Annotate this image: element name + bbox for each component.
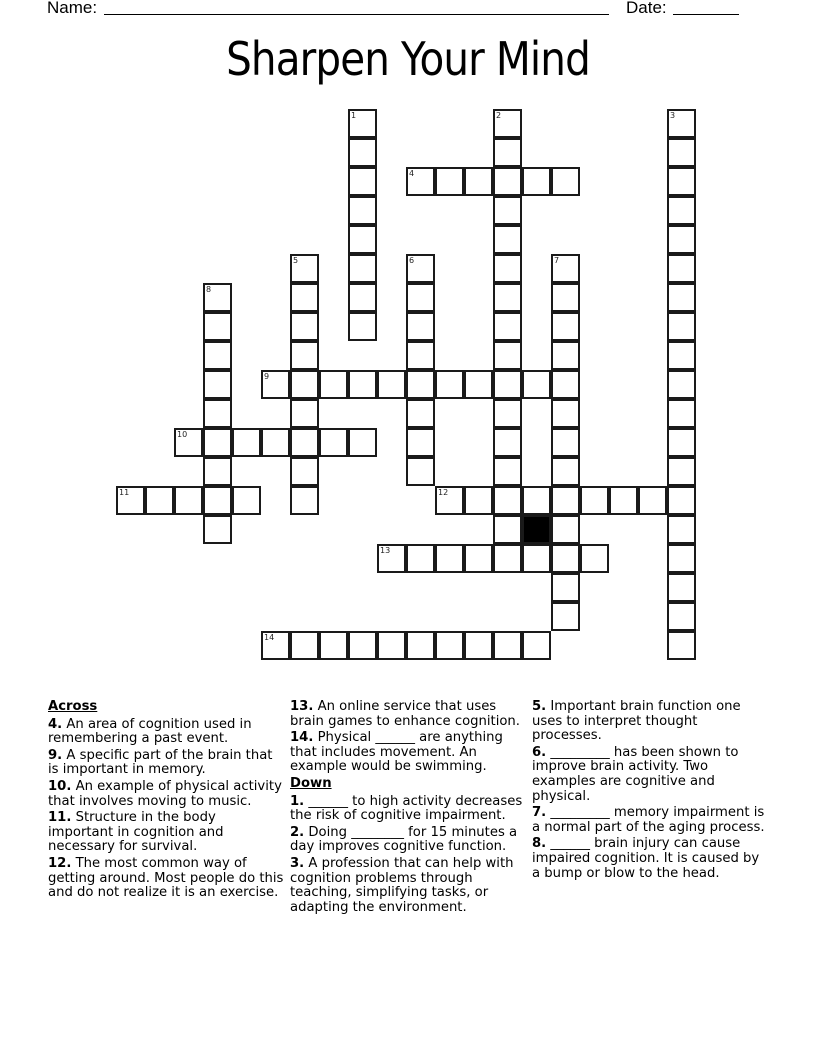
clue-text: ______ brain injury can cause impaired cognition. It is caused by a bump or blow to the head. xyxy=(532,836,760,881)
grid-cell[interactable] xyxy=(551,544,580,573)
grid-cell[interactable] xyxy=(348,225,377,254)
clue-text: Physical ______ are anything that includes movement. An example would be swimming. xyxy=(290,730,503,775)
grid-cell[interactable] xyxy=(667,573,696,602)
grid-cell[interactable] xyxy=(667,225,696,254)
grid-cell[interactable] xyxy=(290,341,319,370)
grid-cell[interactable] xyxy=(261,631,290,660)
grid-cell[interactable] xyxy=(261,370,290,399)
grid-cell[interactable] xyxy=(435,370,464,399)
grid-cell[interactable] xyxy=(203,428,232,457)
grid-cell[interactable] xyxy=(290,486,319,515)
grid-cell[interactable] xyxy=(348,254,377,283)
clue-number: 7. xyxy=(532,805,547,821)
grid-cell[interactable] xyxy=(580,486,609,515)
grid-cell[interactable] xyxy=(406,457,435,486)
clue-down-1 xyxy=(290,795,530,824)
clue-number: 5. xyxy=(532,699,547,714)
clue-number: 9. xyxy=(48,747,63,763)
grid-cell[interactable] xyxy=(406,370,435,399)
grid-cell[interactable] xyxy=(377,370,406,399)
grid-cell[interactable] xyxy=(667,341,696,370)
grid-cell[interactable] xyxy=(667,428,696,457)
grid-cell[interactable] xyxy=(667,138,696,167)
clue-number-label: 2 xyxy=(496,111,502,120)
grid-cell[interactable] xyxy=(203,399,232,428)
grid-cell[interactable] xyxy=(522,486,551,515)
grid-cell[interactable] xyxy=(667,109,696,138)
grid-cell[interactable] xyxy=(290,428,319,457)
grid-cell[interactable] xyxy=(667,515,696,544)
grid-cell[interactable] xyxy=(551,428,580,457)
across-heading: Across xyxy=(48,699,98,714)
grid-cell[interactable] xyxy=(551,341,580,370)
clues-column-3 xyxy=(532,700,768,883)
grid-cell[interactable] xyxy=(406,312,435,341)
grid-cell[interactable] xyxy=(551,457,580,486)
grid-cell[interactable] xyxy=(348,631,377,660)
grid-cell[interactable] xyxy=(667,312,696,341)
clue-number-label: 11 xyxy=(119,488,130,497)
grid-cell[interactable] xyxy=(377,544,406,573)
grid-cell[interactable] xyxy=(406,254,435,283)
grid-cell[interactable] xyxy=(551,283,580,312)
grid-cell[interactable] xyxy=(348,109,377,138)
grid-cell[interactable] xyxy=(464,631,493,660)
grid-cell[interactable] xyxy=(348,138,377,167)
clues-column-2 xyxy=(290,700,530,917)
clue-number: 6. xyxy=(532,744,547,760)
clues-column-1 xyxy=(48,700,284,903)
grid-cell[interactable] xyxy=(435,486,464,515)
grid-cell[interactable] xyxy=(406,399,435,428)
grid-cell[interactable] xyxy=(667,196,696,225)
clue-number: 13. xyxy=(290,699,314,714)
clue-number-label: 7 xyxy=(554,256,560,265)
grid-cell[interactable] xyxy=(493,312,522,341)
grid-cell[interactable] xyxy=(551,515,580,544)
grid-cell[interactable] xyxy=(551,486,580,515)
grid-cell[interactable] xyxy=(609,486,638,515)
clue-across-9 xyxy=(48,749,284,778)
clue-text: The most common way of getting around. Most people do this and do not realize it is an exercise. xyxy=(48,855,284,901)
grid-cell[interactable] xyxy=(406,631,435,660)
grid-cell[interactable] xyxy=(522,631,551,660)
grid-cell[interactable] xyxy=(493,167,522,196)
grid-cell[interactable] xyxy=(174,486,203,515)
clue-number: 8. xyxy=(532,836,547,852)
clue-across-12 xyxy=(48,857,284,901)
grid-cell[interactable] xyxy=(290,254,319,283)
clue-number: 4. xyxy=(48,716,63,732)
clue-text: ______ to high activity decreases the risk of cognitive impairment. xyxy=(290,793,523,824)
grid-cell[interactable] xyxy=(348,312,377,341)
clue-text: Structure in the body important in cognition and necessary for survival. xyxy=(48,810,224,855)
clue-number: 2. xyxy=(290,824,305,840)
grid-cell[interactable] xyxy=(290,457,319,486)
grid-cell[interactable] xyxy=(638,486,667,515)
grid-cell[interactable] xyxy=(551,167,580,196)
down-heading: Down xyxy=(290,775,332,791)
clue-number-label: 12 xyxy=(438,488,449,497)
grid-cell[interactable] xyxy=(203,341,232,370)
clue-text: _________ has been shown to improve brain activity. Two examples are cognitive and physical. xyxy=(532,744,739,804)
clue-number-label: 4 xyxy=(409,169,415,178)
grid-cell[interactable] xyxy=(406,341,435,370)
grid-cell[interactable] xyxy=(493,138,522,167)
clue-across-4 xyxy=(48,718,284,747)
grid-cell[interactable] xyxy=(667,254,696,283)
grid-cell[interactable] xyxy=(493,428,522,457)
grid-cell[interactable] xyxy=(493,341,522,370)
grid-cell[interactable] xyxy=(348,370,377,399)
grid-cell[interactable] xyxy=(551,370,580,399)
grid-cell[interactable] xyxy=(377,631,406,660)
grid-cell[interactable] xyxy=(464,544,493,573)
clue-number-label: 8 xyxy=(206,285,212,294)
grid-cell[interactable] xyxy=(232,428,261,457)
grid-cell[interactable] xyxy=(493,283,522,312)
grid-cell[interactable] xyxy=(551,254,580,283)
grid-cell[interactable] xyxy=(493,457,522,486)
grid-cell[interactable] xyxy=(203,312,232,341)
clue-number-label: 3 xyxy=(670,111,676,120)
grid-cell[interactable] xyxy=(290,399,319,428)
clue-across-10 xyxy=(48,780,284,809)
grid-cell[interactable] xyxy=(319,631,348,660)
grid-cell[interactable] xyxy=(203,370,232,399)
grid-cell[interactable] xyxy=(667,631,696,660)
grid-cell[interactable] xyxy=(319,428,348,457)
clue-number-label: 5 xyxy=(293,256,299,265)
grid-cell[interactable] xyxy=(203,457,232,486)
clue-down-8 xyxy=(532,837,768,881)
clue-number: 3. xyxy=(290,855,305,871)
grid-cell[interactable] xyxy=(522,167,551,196)
grid-cell[interactable] xyxy=(435,544,464,573)
grid-cell[interactable] xyxy=(551,602,580,631)
clue-number-label: 6 xyxy=(409,256,415,265)
grid-cell[interactable] xyxy=(667,167,696,196)
clue-number: 10. xyxy=(48,778,72,794)
black-cell xyxy=(522,515,551,544)
clue-text: An area of cognition used in remembering a past event. xyxy=(48,716,252,747)
grid-cell[interactable] xyxy=(348,167,377,196)
grid-cell[interactable] xyxy=(493,225,522,254)
grid-cell[interactable] xyxy=(406,283,435,312)
grid-cell[interactable] xyxy=(203,515,232,544)
clue-down-7 xyxy=(532,806,768,835)
grid-cell[interactable] xyxy=(493,196,522,225)
clue-across-14 xyxy=(290,731,530,775)
clue-text: Doing ________ for 15 minutes a day improves cognitive function. xyxy=(290,824,518,855)
grid-cell[interactable] xyxy=(580,544,609,573)
clue-down-5 xyxy=(532,700,768,744)
grid-cell[interactable] xyxy=(493,544,522,573)
grid-cell[interactable] xyxy=(667,544,696,573)
grid-cell[interactable] xyxy=(667,399,696,428)
grid-cell[interactable] xyxy=(493,254,522,283)
grid-cell[interactable] xyxy=(493,486,522,515)
clue-text: Important brain function one uses to interpret thought processes. xyxy=(532,699,741,744)
clue-text: An online service that uses brain games to enhance cognition. xyxy=(290,699,520,729)
clue-number-label: 13 xyxy=(380,546,391,555)
grid-cell[interactable] xyxy=(551,573,580,602)
grid-cell[interactable] xyxy=(522,544,551,573)
clue-number: 14. xyxy=(290,730,314,746)
grid-cell[interactable] xyxy=(435,167,464,196)
grid-cell[interactable] xyxy=(290,312,319,341)
grid-cell[interactable] xyxy=(522,370,551,399)
grid-cell[interactable] xyxy=(232,486,261,515)
grid-cell[interactable] xyxy=(290,370,319,399)
grid-cell[interactable] xyxy=(406,544,435,573)
clue-down-2 xyxy=(290,826,530,855)
grid-cell[interactable] xyxy=(667,457,696,486)
grid-cell[interactable] xyxy=(493,515,522,544)
clue-down-3 xyxy=(290,857,530,915)
clue-number-label: 14 xyxy=(264,633,275,642)
grid-cell[interactable] xyxy=(319,370,348,399)
clue-text: A specific part of the brain that is important in memory. xyxy=(48,747,273,778)
grid-cell[interactable] xyxy=(464,370,493,399)
clue-text: A profession that can help with cognition problems through teaching, simplifying tasks, or adapting the environment. xyxy=(290,855,514,915)
grid-cell[interactable] xyxy=(145,486,174,515)
grid-cell[interactable] xyxy=(203,283,232,312)
grid-cell[interactable] xyxy=(667,283,696,312)
grid-cell[interactable] xyxy=(551,312,580,341)
grid-cell[interactable] xyxy=(493,109,522,138)
clue-number: 1. xyxy=(290,793,305,809)
grid-cell[interactable] xyxy=(348,428,377,457)
grid-cell[interactable] xyxy=(290,631,319,660)
grid-cell[interactable] xyxy=(551,399,580,428)
clue-number-label: 1 xyxy=(351,111,357,120)
clue-across-13 xyxy=(290,700,530,729)
grid-cell[interactable] xyxy=(493,370,522,399)
grid-cell[interactable] xyxy=(174,428,203,457)
grid-cell[interactable] xyxy=(116,486,145,515)
clue-text: _________ memory impairment is a normal part of the aging process. xyxy=(532,805,765,835)
grid-cell[interactable] xyxy=(203,486,232,515)
grid-cell[interactable] xyxy=(406,167,435,196)
clue-down-6 xyxy=(532,746,768,804)
grid-cell[interactable] xyxy=(667,370,696,399)
clue-across-11 xyxy=(48,811,284,855)
grid-cell[interactable] xyxy=(261,428,290,457)
grid-cell[interactable] xyxy=(493,631,522,660)
clue-number: 12. xyxy=(48,855,72,871)
grid-cell[interactable] xyxy=(464,486,493,515)
grid-cell[interactable] xyxy=(493,399,522,428)
name-label: Name: xyxy=(47,0,98,17)
grid-cell[interactable] xyxy=(348,283,377,312)
grid-cell[interactable] xyxy=(348,196,377,225)
clue-number: 11. xyxy=(48,810,72,826)
date-label: Date: xyxy=(626,0,667,17)
page-title: Sharpen Your Mind xyxy=(226,32,590,86)
grid-cell[interactable] xyxy=(667,602,696,631)
clue-number-label: 10 xyxy=(177,430,188,439)
grid-cell[interactable] xyxy=(464,167,493,196)
grid-cell[interactable] xyxy=(667,486,696,515)
grid-cell[interactable] xyxy=(406,428,435,457)
clue-text: An example of physical activity that involves moving to music. xyxy=(48,778,282,809)
grid-cell[interactable] xyxy=(435,631,464,660)
clue-number-label: 9 xyxy=(264,372,270,381)
grid-cell[interactable] xyxy=(290,283,319,312)
